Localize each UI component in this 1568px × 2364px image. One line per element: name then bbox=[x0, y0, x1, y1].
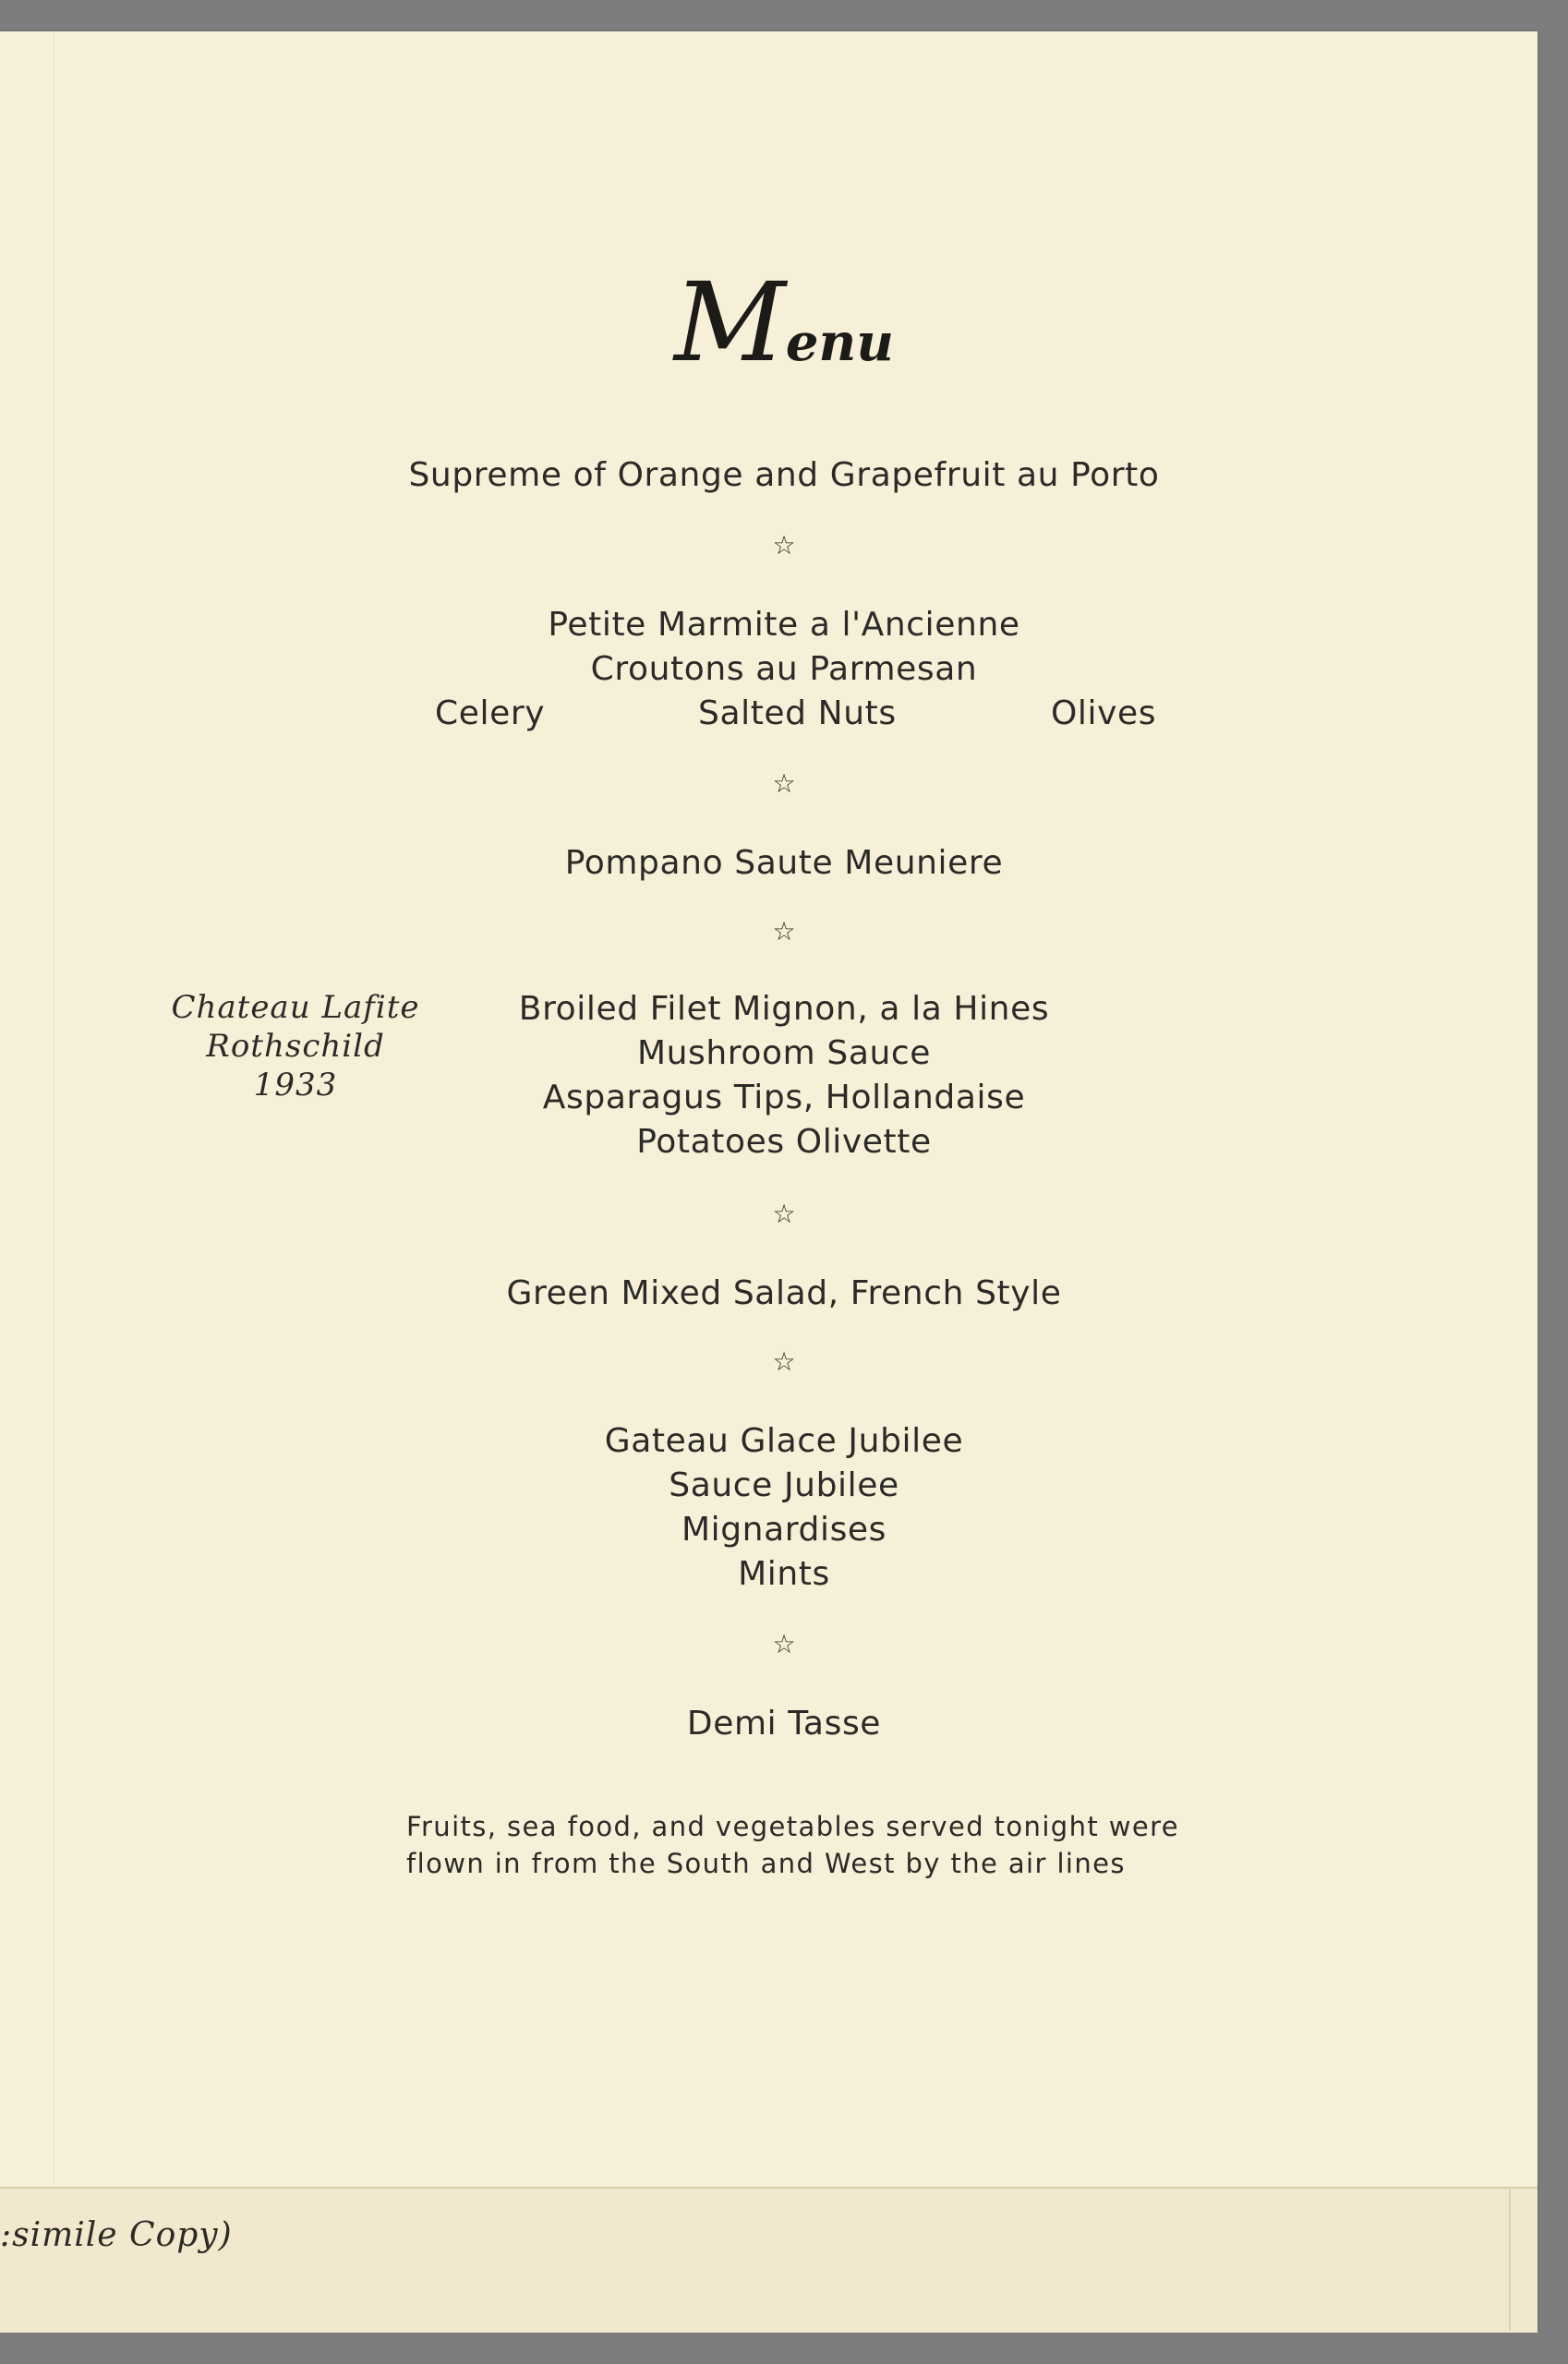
course-mints: Mints bbox=[738, 1555, 830, 1593]
menu-title-initial: M bbox=[674, 259, 786, 386]
relish-salted-nuts: Salted Nuts bbox=[698, 694, 897, 732]
separator-star: ☆ bbox=[772, 1346, 796, 1377]
separator-star: ☆ bbox=[772, 530, 796, 561]
course-mignardises: Mignardises bbox=[681, 1511, 887, 1549]
course-first: Supreme of Orange and Grapefruit au Porto bbox=[408, 456, 1160, 494]
course-fish: Pompano Saute Meuniere bbox=[564, 844, 1004, 882]
bottom-pocket bbox=[0, 2187, 1538, 2333]
footnote bbox=[406, 1808, 1182, 1882]
course-main-sauce: Mushroom Sauce bbox=[636, 1034, 932, 1072]
relish-celery: Celery bbox=[435, 694, 546, 732]
course-coffee: Demi Tasse bbox=[686, 1705, 882, 1743]
menu-title bbox=[0, 259, 1568, 386]
course-main: Broiled Filet Mignon, a la Hines bbox=[518, 990, 1050, 1028]
facsimile-copy-note: :simile Copy) bbox=[0, 2216, 233, 2254]
pocket-edge bbox=[1509, 2187, 1511, 2331]
footnote-line: flown in from the South and West by the air lines bbox=[406, 1848, 1126, 1879]
separator-star: ☆ bbox=[772, 1199, 796, 1229]
course-croutons: Croutons au Parmesan bbox=[590, 650, 978, 688]
separator-star: ☆ bbox=[772, 916, 796, 947]
footnote-line: Fruits, sea food, and vegetables served tonight were bbox=[406, 1811, 1180, 1842]
course-soup: Petite Marmite a l'Ancienne bbox=[548, 606, 1020, 644]
menu-title-rest: enu bbox=[785, 312, 894, 373]
wine-vintage: 1933 bbox=[253, 1067, 338, 1104]
wine-producer: Rothschild bbox=[206, 1028, 385, 1065]
relish-olives: Olives bbox=[1051, 694, 1157, 732]
separator-star: ☆ bbox=[772, 1629, 796, 1659]
course-dessert-sauce: Sauce Jubilee bbox=[669, 1466, 899, 1504]
separator-star: ☆ bbox=[772, 768, 796, 799]
course-main-potatoes: Potatoes Olivette bbox=[636, 1123, 932, 1161]
wine-name: Chateau Lafite bbox=[171, 989, 420, 1026]
course-dessert: Gateau Glace Jubilee bbox=[604, 1422, 964, 1460]
course-salad: Green Mixed Salad, French Style bbox=[506, 1274, 1062, 1312]
course-main-veg: Asparagus Tips, Hollandaise bbox=[542, 1079, 1026, 1116]
